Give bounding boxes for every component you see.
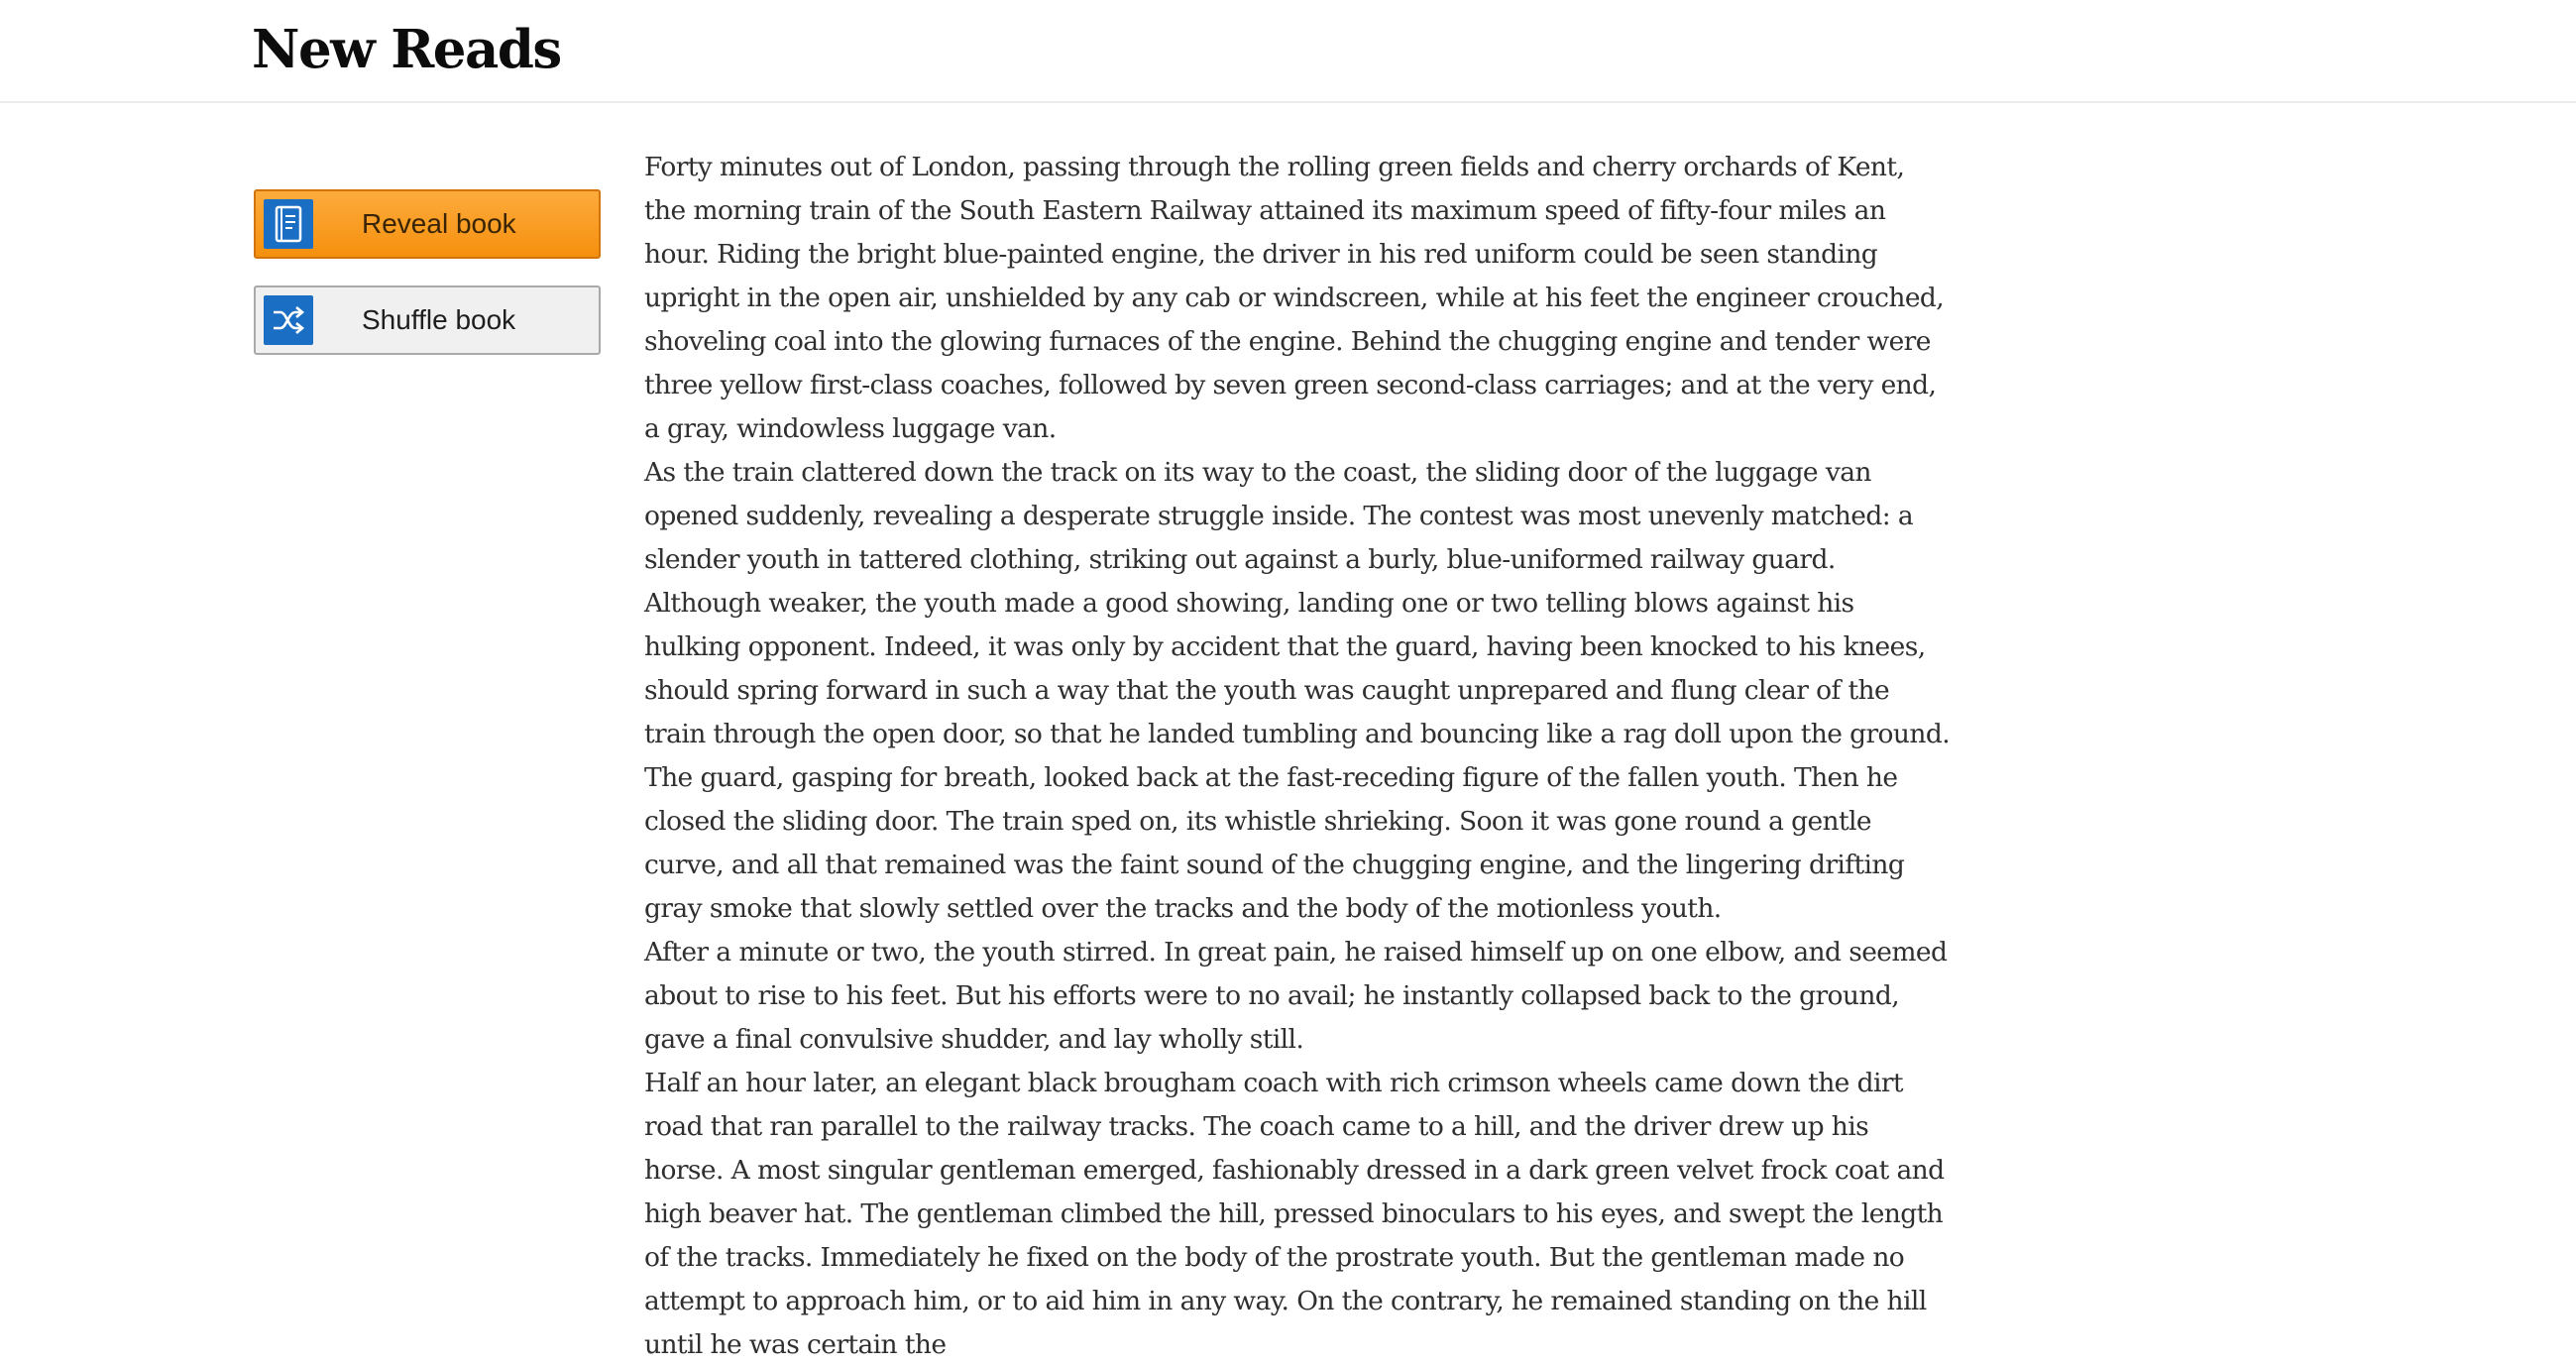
excerpt-paragraph: After a minute or two, the youth stirred. In great pain, he raised himself up on one elbow, and seemed about to rise to his feet. But his efforts were to no avail; he instantly collapsed back to the ground, gave a final convulsive shudder, and lay wholly still. [644,937,1948,1055]
sidebar [254,189,601,382]
site-title[interactable]: New Reads [252,19,561,80]
reveal-book-label: Reveal book [362,208,516,239]
excerpt-paragraph: Half an hour later, an elegant black brougham coach with rich crimson wheels came down the dirt road that ran parallel to the railway tracks. The coach came to a hill, and the driver drew up his horse. A most singular gentleman emerged, fashionably dressed in a dark green velvet frock coat and high beaver hat. The gentleman climbed the hill, pressed binoculars to his eyes, and swept the length of the tracks. Immediately he fixed on the body of the prostrate youth. But the gentleman made no attempt to approach him, or to aid him in any way. On the contrary, he remained standing on the hill until he was certain the [644,1068,1945,1360]
excerpt-paragraph: The guard, gasping for breath, looked back at the fast-receding figure of the fallen youth. Then he closed the sliding door. The train sped on, its whistle shrieking. Soon it was gone round a gentle curve, and all that remained was the faint sound of the chugging engine, and the lingering drifting gray smoke that slowly settled over the tracks and the body of the motionless youth. [644,762,1905,924]
reveal-book-button[interactable] [254,189,601,259]
shuffle-book-button[interactable] [254,285,601,355]
book-excerpt [644,146,1953,1367]
shuffle-icon-graphic [270,303,307,337]
site-header [0,0,2576,103]
shuffle-icon [264,295,313,345]
book-icon [264,199,313,249]
excerpt-paragraph: Forty minutes out of London, passing through the rolling green fields and cherry orchards of Kent, the morning train of the South Eastern Railway attained its maximum speed of fifty-four miles an hour. Riding the bright blue-painted engine, the driver in his red uniform could be seen standing upright in the open air, unshielded by any cab or windscreen, while at his feet the engineer crouched, shoveling coal into the glowing furnaces of the engine. Behind the chugging engine and tender were three yellow first-class coaches, followed by seven green second-class carriages; and at the very end, a gray, windowless luggage van. [644,152,1945,444]
excerpt-paragraph: As the train clattered down the track on its way to the coast, the sliding door of the luggage van opened suddenly, revealing a desperate struggle inside. The contest was most unevenly matched: a slender youth in tattered clothing, striking out against a burly, blue-uniformed railway guard. Although weaker, the youth made a good showing, landing one or two telling blows against his hulking opponent. Indeed, it was only by accident that the guard, having been knocked to his knees, should spring forward in such a way that the youth was caught unprepared and flung clear of the train through the open door, so that he landed tumbling and bouncing like a rag doll upon the ground. [644,457,1951,749]
shuffle-book-label: Shuffle book [362,304,516,335]
book-icon-graphic [270,204,307,244]
